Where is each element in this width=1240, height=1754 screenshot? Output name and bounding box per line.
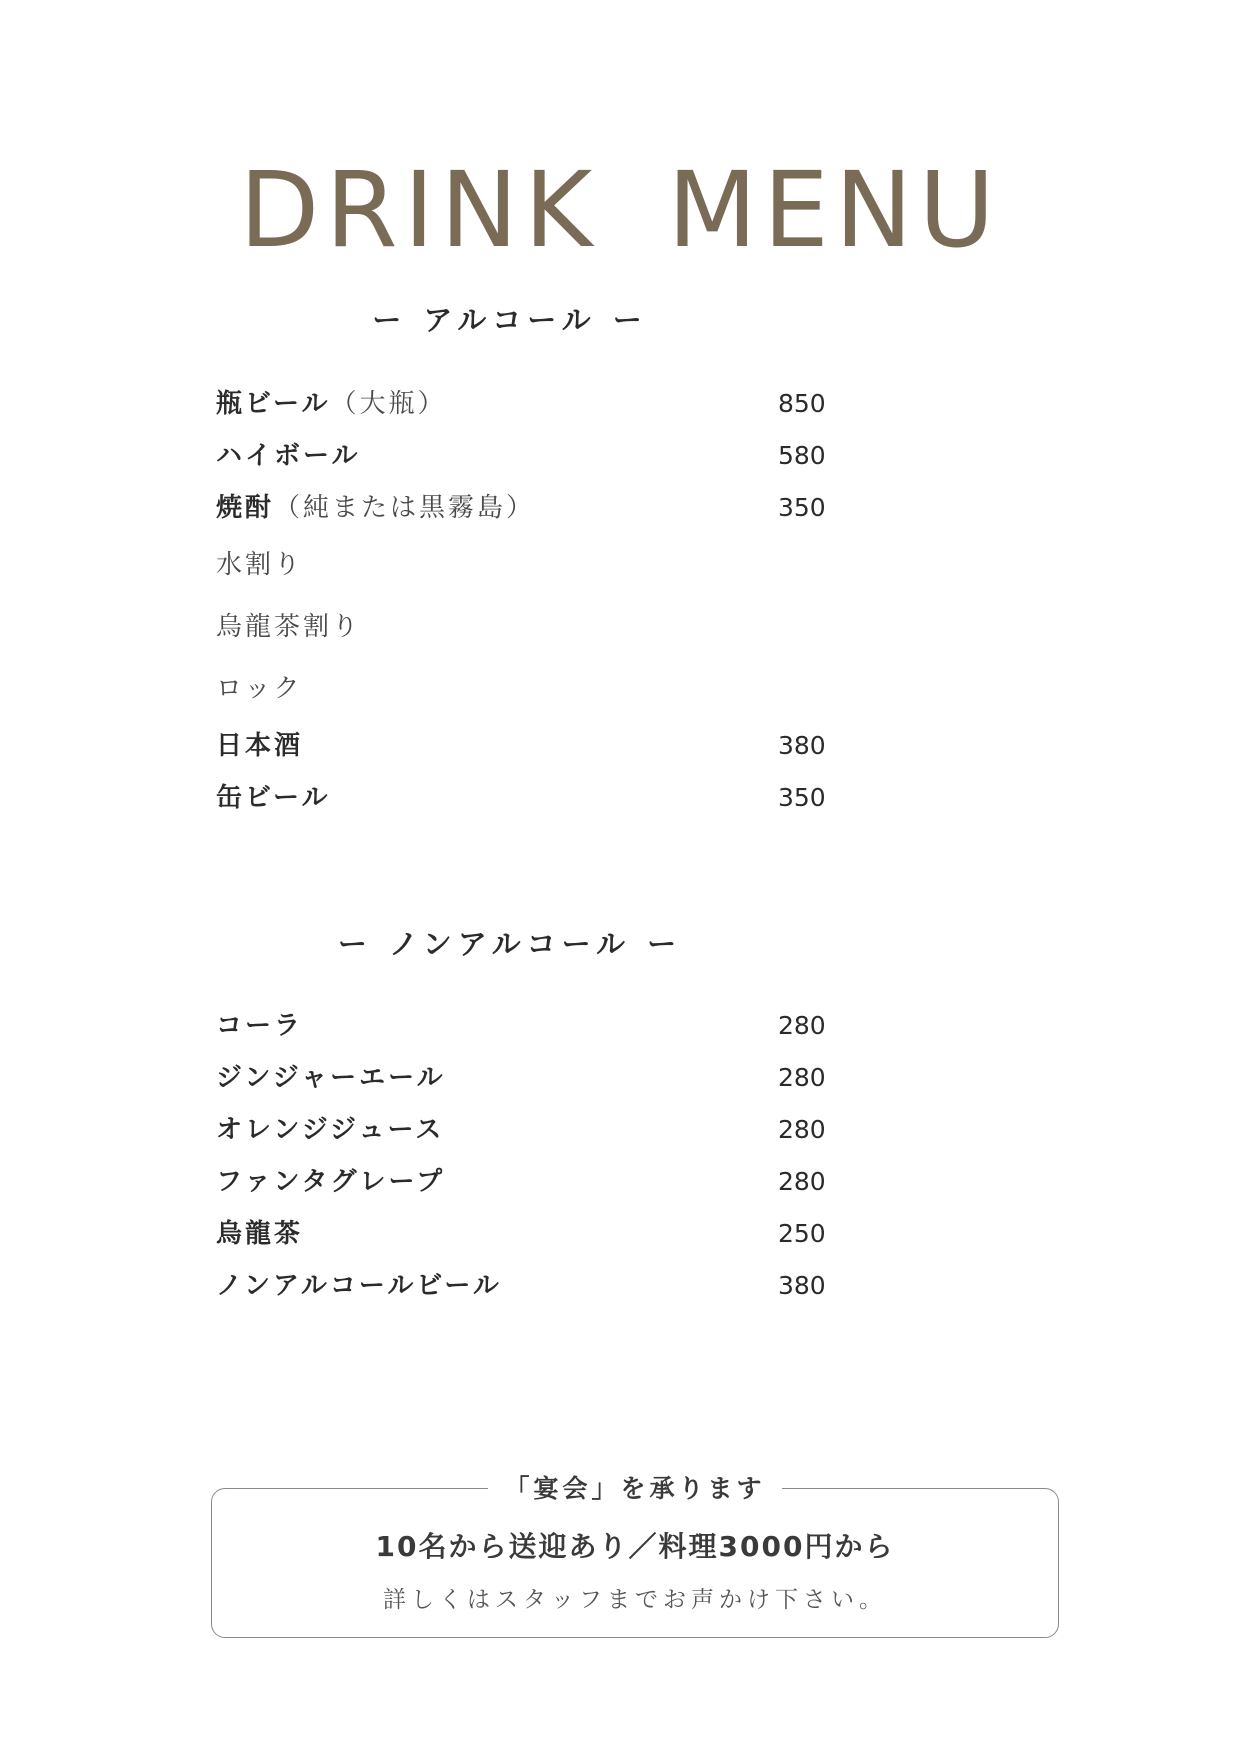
- banquet-main-text: 10名から送迎あり／料理3000円から: [375, 1530, 895, 1563]
- item-price: 280: [778, 1115, 826, 1144]
- item-name: 水割り: [216, 550, 304, 580]
- alcohol-section-heading: ー アルコール ー: [372, 303, 648, 337]
- item-name: 瓶ビール: [216, 389, 331, 419]
- item-price: 280: [778, 1063, 826, 1092]
- item-name: 缶ビール: [216, 783, 331, 813]
- list-item: [216, 1104, 846, 1156]
- item-price: 580: [778, 441, 826, 470]
- item-price: 850: [778, 389, 826, 418]
- item-name: ロック: [216, 674, 303, 704]
- non-alcohol-section-heading: ー ノンアルコール ー: [337, 927, 683, 961]
- item-note: （大瓶）: [330, 389, 447, 419]
- alcohol-list: [216, 378, 846, 824]
- item-name: コーラ: [216, 1011, 304, 1041]
- non-alcohol-list: [216, 1000, 846, 1312]
- menu-title: DRINK MENU: [239, 148, 1001, 271]
- banquet-sub-text: 詳しくはスタッフまでお声かけ下さい。: [383, 1587, 887, 1613]
- list-item: [216, 1208, 846, 1260]
- item-note: （純または黒霧島）: [274, 493, 536, 523]
- list-item: [216, 482, 846, 534]
- item-price: 350: [778, 493, 826, 522]
- item-name: ファンタグレープ: [216, 1167, 446, 1197]
- item-name: 烏龍茶割り: [216, 612, 362, 642]
- banquet-title-wrap: [212, 1469, 1058, 1505]
- item-price: 250: [778, 1219, 826, 1248]
- item-name: 焼酎: [216, 493, 275, 523]
- list-item: [216, 430, 846, 482]
- item-name: 日本酒: [216, 731, 304, 761]
- item-name: ジンジャーエール: [216, 1063, 446, 1093]
- item-price: 380: [778, 731, 826, 760]
- item-name: ノンアルコールビール: [216, 1271, 502, 1301]
- list-item: [216, 1156, 846, 1208]
- list-item: [216, 1052, 846, 1104]
- item-price: 350: [778, 783, 826, 812]
- list-item-sub: [216, 596, 846, 658]
- item-price: 380: [778, 1271, 826, 1300]
- item-name: オレンジジュース: [216, 1115, 445, 1145]
- list-item: [216, 1000, 846, 1052]
- item-price: 280: [778, 1011, 826, 1040]
- item-name: ハイボール: [216, 441, 361, 471]
- list-item-sub: [216, 534, 846, 596]
- banquet-info-box: [211, 1474, 1059, 1638]
- list-item: [216, 772, 846, 824]
- list-item: [216, 720, 846, 772]
- item-name: 烏龍茶: [216, 1219, 304, 1249]
- list-item: [216, 378, 846, 430]
- list-item: [216, 1260, 846, 1312]
- item-price: 280: [778, 1167, 826, 1196]
- list-item-sub: [216, 658, 846, 720]
- banquet-title: 「宴会」を承ります: [488, 1474, 781, 1503]
